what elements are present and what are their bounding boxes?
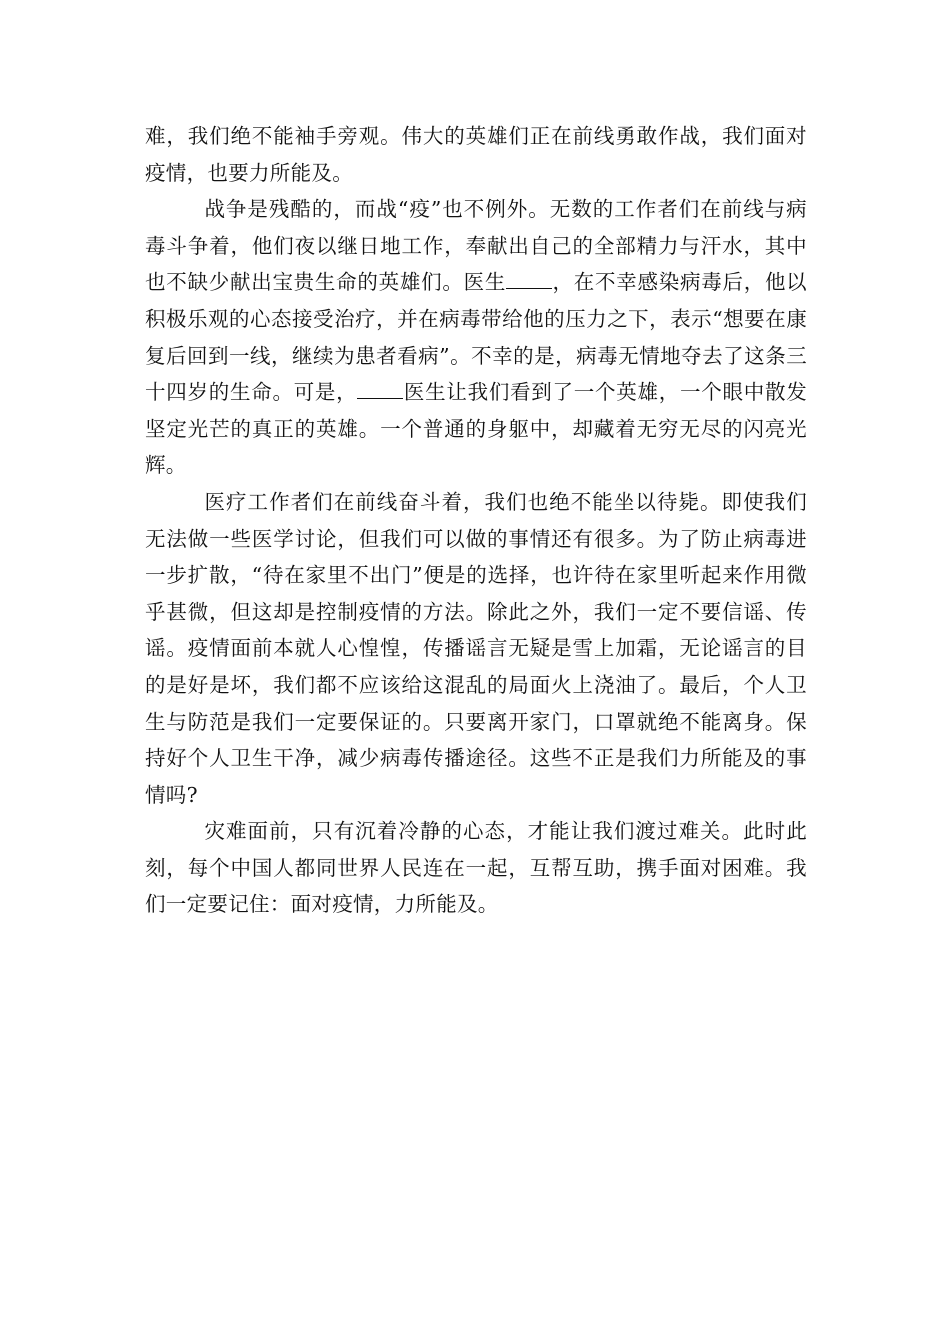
essay-body xyxy=(145,118,807,923)
paragraph-4 xyxy=(145,813,807,923)
paragraph-2-text-a: 战争是残酷的，而战“疫”也不例外。无数的工作者们在前线与病毒斗争着，他们夜以继日地工作，奉献出自己的全部精力与汗水，其中也不缺少献出宝贵生命的英雄们。医生 xyxy=(145,197,807,295)
paragraph-1-text: 难，我们绝不能袖手旁观。伟大的英雄们正在前线勇敢作战，我们面对疫情，也要力所能及。 xyxy=(145,124,807,185)
paragraph-2 xyxy=(145,191,807,484)
paragraph-3-text: 医疗工作者们在前线奋斗着，我们也绝不能坐以待毙。即使我们无法做一些医学讨论，但我们可以做的事情还有很多。为了防止病毒进一步扩散，“待在家里不出门”便是的选择，也许待在家里听起来作用微乎甚微，但这却是控制疫情的方法。除此之外，我们一定不要信谣、传谣。疫情面前本就人心惶惶，传播谣言无疑是雪上加霜，无论谣言的目的是好是坏，我们都不应该给这混乱的局面火上浇油了。最后，个人卫生与防范是我们一定要保证的。只要离开家门，口罩就绝不能离身。保持好个人卫生干净，减少病毒传播途径。这些不正是我们力所能及的事情吗? xyxy=(145,489,807,807)
fill-in-blank-2 xyxy=(357,380,403,399)
paragraph-1 xyxy=(145,118,807,191)
paragraph-2-text-c: 医生让我们看到了一个英雄，一个眼中散发坚定光芒的真正的英雄。一个普通的身躯中，却藏着无穷无尽的闪亮光辉。 xyxy=(145,380,808,478)
paragraph-2-text-b: ，在不幸感染病毒后，他以积极乐观的心态接受治疗，并在病毒带给他的压力之下，表示“想要在康复后回到一线，继续为患者看病”。不幸的是，病毒无情地夺去了这条三十四岁的生命。可是， xyxy=(145,270,807,405)
paragraph-3 xyxy=(145,484,807,813)
paragraph-4-text: 灾难面前，只有沉着冷静的心态，才能让我们渡过难关。此时此刻，每个中国人都同世界人民连在一起，互帮互助，携手面对困难。我们一定要记住：面对疫情，力所能及。 xyxy=(145,819,807,917)
fill-in-blank-1 xyxy=(506,270,552,289)
